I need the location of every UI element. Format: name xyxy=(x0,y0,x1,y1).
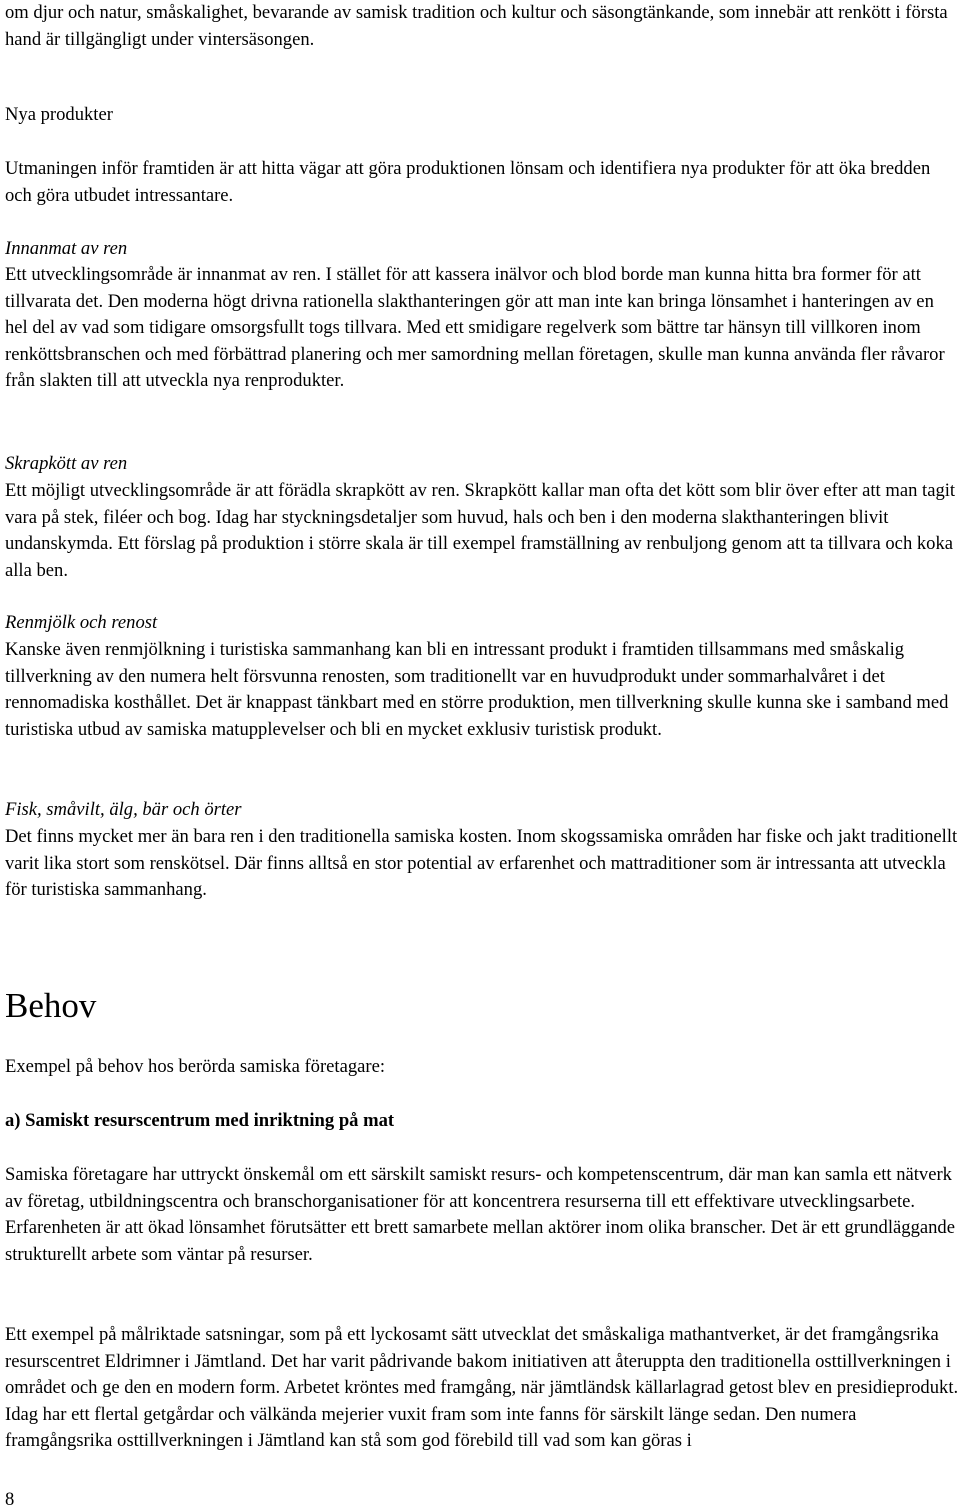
needs-subheading-resource-centre: a) Samiskt resurscentrum med inriktning på mat xyxy=(5,1110,395,1131)
needs-paragraph-2: Ett exempel på målriktade satsningar, som på ett lyckosamt sätt utvecklat det småskaliga mathantverket, är det framgångsrika resurscentret Eldrimner i Jämtland. Det har varit pådrivande bakom initiativen att återuppta den traditionella osttillverkningen i området och ge den en modern form. Arbetet kröntes med framgång, när jämtländsk källarlagrad getost blev en presidieprodukt. Idag har ett flertal getgårdar och välkända mejerier vuxit fram som inte fanns för särskilt länge sedan. Den numera framgångsrika osttillverkningen i Jämtland kan stå som god förebild till vad som kan göras i xyxy=(5,1324,959,1451)
scrap-meat-paragraph: Ett möjligt utvecklingsområde är att förädla skrapkött av ren. Skrapkött kallar man ofta det kött som blir över efter att man tagit vara på stek, filéer och bog. Idag har styckningsdetaljer som huvud, hals och ben i den moderna slakthanteringen blivit undanskymda. Ett förslag på produktion i större skala är till exempel framställning av renbuljong genom att ta tillvara och koka alla ben. xyxy=(5,480,956,581)
subsection-heading-fish-game: Fisk, småvilt, älg, bär och örter xyxy=(5,799,242,820)
offal-paragraph: Ett utvecklingsområde är innanmat av ren. I stället för att kassera inälvor och blod borde man kunna hitta bra former för att tillvarata det. Den moderna högt drivna rationella slakthanteringen gör att man inte kan bringa lönsamhet i hanteringen av en hel del av vad som tidigare omsorgsfullt togs tillvara. Med ett smidigare regelverk som bättre tar hänsyn till villkoren inom renköttsbranschen och med förbättrad planering och mer samordning mellan företagen, skulle man kunna använda fler råvaror från slakten till att utveckla nya renprodukter. xyxy=(5,264,945,391)
subsection-heading-offal: Innanmat av ren xyxy=(5,238,128,259)
needs-intro: Exempel på behov hos berörda samiska företagare: xyxy=(5,1056,385,1077)
intro-paragraph: om djur och natur, småskalighet, bevarande av samisk tradition och kultur och säsongtänkande, som innebär att renkött i första hand är tillgängligt under vintersäsongen. xyxy=(5,2,948,50)
fish-game-paragraph: Det finns mycket mer än bara ren i den traditionella samiska kosten. Inom skogssamiska områden har fiske och jakt traditionellt varit lika stort som renskötsel. Där finns alltså en stor potential av erfarenhet och mattraditioner som är intressanta att utveckla för turistiska sammanhang. xyxy=(5,826,958,900)
section-heading-needs: Behov xyxy=(5,986,97,1025)
subsection-heading-scrap-meat: Skrapkött av ren xyxy=(5,453,128,474)
new-products-paragraph: Utmaningen inför framtiden är att hitta vägar att göra produktionen lönsam och identifiera nya produkter för att öka bredden och göra utbudet intressantare. xyxy=(5,158,931,206)
needs-paragraph-1: Samiska företagare har uttryckt önskemål om ett särskilt samiskt resurs- och kompetenscentrum, där man kan samla ett nätverk av företag, utbildningscentra och branschorganisationer för att koncentrera resurserna till ett effektivare utvecklingsarbete. Erfarenheten är att ökad lönsamhet förutsätter ett brett samarbete mellan aktörer inom olika branscher. Det är ett grundläggande strukturellt arbete som väntar på resurser. xyxy=(5,1164,955,1265)
page-number: 8 xyxy=(5,1489,15,1510)
subsection-heading-milk-cheese: Renmjölk och renost xyxy=(5,612,158,633)
section-heading-new-products: Nya produkter xyxy=(5,104,113,125)
milk-cheese-paragraph: Kanske även renmjölkning i turistiska sammanhang kan bli en intressant produkt i framtiden tillsammans med småskalig tillverkning av den numera helt försvunna renosten, som traditionellt var en huvudprodukt under sommarhalvåret i det rennomadiska kosthållet. Det är knappast tänkbart med en större produktion, men tillverkning skulle kunna ske i samband med turistiska utbud av samiska matupplevelser och bli en mycket exklusiv turistisk produkt. xyxy=(5,639,949,740)
